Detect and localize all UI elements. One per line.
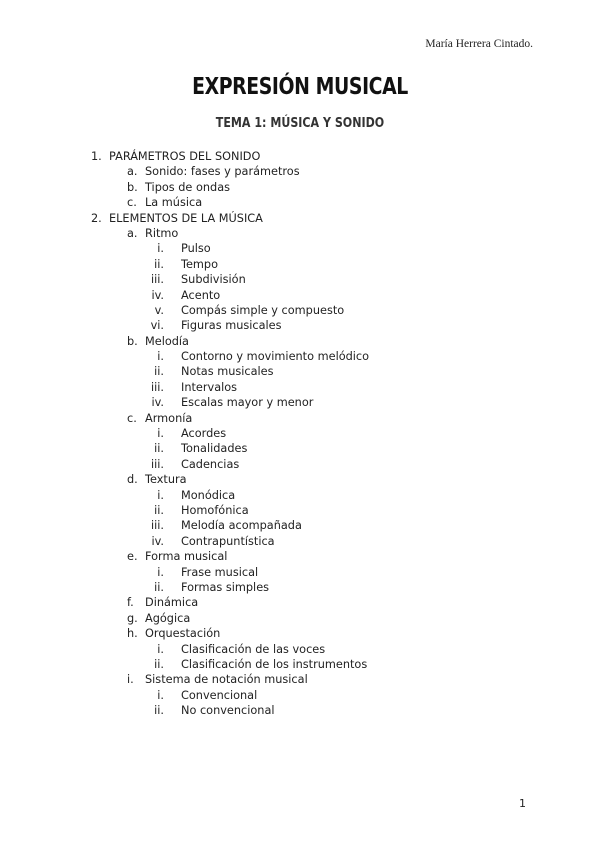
outline-item	[0, 595, 600, 610]
outline-item-text: Escalas mayor y menor	[181, 396, 314, 410]
outline-item-marker: ii.	[154, 442, 164, 456]
outline-item	[0, 149, 600, 164]
outline-item-marker: vi.	[150, 319, 164, 333]
outline-item-text: PARÁMETROS DEL SONIDO	[109, 150, 261, 163]
topic-outline	[0, 149, 600, 718]
outline-item-marker: ii.	[154, 704, 164, 718]
outline-item	[0, 272, 600, 287]
outline-item-marker: a.	[127, 226, 138, 240]
outline-item	[0, 626, 600, 641]
outline-item-text: Melodía acompañada	[181, 519, 302, 533]
outline-item-marker: iv.	[151, 288, 164, 302]
outline-item-text: La música	[145, 196, 203, 210]
outline-item	[0, 364, 600, 379]
outline-item	[0, 441, 600, 456]
outline-item-text: Dinámica	[145, 596, 199, 610]
outline-item-marker: ii.	[154, 503, 164, 517]
outline-item	[0, 472, 600, 487]
outline-item-text: Ritmo	[145, 226, 179, 240]
outline-item-text: Pulso	[181, 242, 211, 256]
outline-item	[0, 180, 600, 195]
outline-item	[0, 518, 600, 533]
outline-item-marker: a.	[127, 165, 138, 179]
outline-item-text: Textura	[145, 473, 187, 487]
outline-item	[0, 257, 600, 272]
outline-item-text: ELEMENTOS DE LA MÚSICA	[109, 211, 263, 225]
outline-item-text: Homofónica	[181, 503, 249, 517]
outline-item-marker: i.	[157, 488, 164, 502]
outline-item-text: No convencional	[181, 704, 275, 718]
document-subtitle: TEMA 1: MÚSICA Y SONIDO	[215, 115, 385, 131]
author-name: María Herrera Cintado.	[425, 38, 533, 50]
outline-item	[0, 488, 600, 503]
outline-item-marker: h.	[127, 627, 138, 641]
page-number: 1	[519, 797, 526, 810]
outline-item	[0, 534, 600, 549]
outline-item-text: Frase musical	[181, 565, 259, 579]
outline-item-text: Acordes	[181, 427, 227, 441]
outline-item-marker: i.	[157, 242, 164, 256]
outline-item-marker: iii.	[150, 380, 164, 394]
outline-item	[0, 226, 600, 241]
outline-item-text: Convencional	[181, 688, 258, 702]
outline-item-marker: 2.	[91, 211, 102, 225]
outline-item	[0, 411, 600, 426]
outline-item	[0, 611, 600, 626]
outline-item-text: Contrapuntística	[181, 534, 275, 548]
outline-item-text: Cadencias	[181, 457, 240, 471]
outline-item-text: Tipos de ondas	[145, 180, 231, 194]
outline-item-marker: g.	[127, 611, 138, 625]
outline-item	[0, 195, 600, 210]
outline-item-text: Acento	[181, 288, 221, 302]
outline-item	[0, 457, 600, 472]
outline-item-text: Tonalidades	[181, 442, 248, 456]
outline-item-text: Tempo	[181, 257, 219, 271]
outline-item-marker: c.	[127, 196, 137, 210]
outline-item-marker: e.	[127, 550, 138, 564]
outline-item	[0, 395, 600, 410]
outline-item-marker: i.	[157, 642, 164, 656]
outline-item	[0, 318, 600, 333]
outline-item-text: Clasificación de las voces	[181, 642, 326, 656]
outline-item-marker: i.	[127, 673, 134, 687]
outline-item-marker: f.	[127, 596, 134, 610]
outline-item	[0, 642, 600, 657]
outline-item-text: Clasificación de los instrumentos	[181, 657, 368, 671]
outline-item-marker: c.	[127, 411, 137, 425]
outline-item	[0, 334, 600, 349]
outline-item-marker: b.	[127, 334, 138, 348]
outline-item	[0, 657, 600, 672]
outline-item-text: Orquestación	[145, 627, 221, 641]
outline-item	[0, 303, 600, 318]
outline-item-marker: ii.	[154, 657, 164, 671]
outline-item	[0, 688, 600, 703]
outline-item-text: Notas musicales	[181, 365, 274, 379]
outline-item	[0, 672, 600, 687]
outline-item	[0, 426, 600, 441]
outline-item	[0, 380, 600, 395]
outline-item-text: Formas simples	[181, 580, 270, 594]
outline-item-text: Intervalos	[181, 380, 238, 394]
outline-item-text: Subdivisión	[181, 273, 246, 287]
outline-item	[0, 288, 600, 303]
outline-item-marker: v.	[154, 303, 164, 317]
outline-item-text: Sonido: fases y parámetros	[145, 165, 300, 179]
outline-item-marker: b.	[127, 180, 138, 194]
outline-item-marker: ii.	[154, 257, 164, 271]
outline-item-marker: iii.	[150, 273, 164, 287]
outline-item	[0, 703, 600, 718]
outline-item-marker: iv.	[151, 534, 164, 548]
outline-item-text: Contorno y movimiento melódico	[181, 350, 370, 364]
outline-item-text: Armonía	[145, 411, 193, 425]
outline-item	[0, 503, 600, 518]
outline-item-text: Agógica	[145, 611, 191, 625]
outline-item-text: Figuras musicales	[181, 319, 282, 333]
outline-item-marker: d.	[127, 473, 138, 487]
outline-item-text: Sistema de notación musical	[145, 673, 308, 687]
outline-item-marker: i.	[157, 427, 164, 441]
outline-item	[0, 549, 600, 564]
outline-item	[0, 580, 600, 595]
outline-item-marker: iv.	[151, 396, 164, 410]
outline-item	[0, 565, 600, 580]
outline-item-marker: ii.	[154, 365, 164, 379]
outline-item-text: Monódica	[181, 488, 236, 502]
outline-item-text: Melodía	[145, 334, 189, 348]
outline-item-marker: iii.	[150, 457, 164, 471]
outline-item-marker: ii.	[154, 580, 164, 594]
outline-item-marker: iii.	[150, 519, 164, 533]
outline-item-marker: 1.	[91, 150, 102, 163]
outline-item-marker: i.	[157, 565, 164, 579]
outline-item-marker: i.	[157, 688, 164, 702]
document-title: EXPRESIÓN MUSICAL	[192, 74, 408, 100]
outline-item	[0, 349, 600, 364]
outline-item	[0, 241, 600, 256]
outline-item	[0, 211, 600, 226]
outline-item-marker: i.	[157, 350, 164, 364]
outline-item-text: Compás simple y compuesto	[181, 303, 345, 317]
outline-item-text: Forma musical	[145, 550, 228, 564]
outline-item	[0, 164, 600, 179]
